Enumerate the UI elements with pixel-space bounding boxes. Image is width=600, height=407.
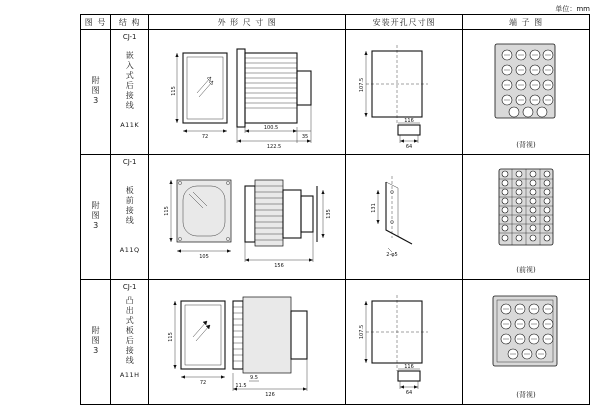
- terminal-diagram-1: [463, 30, 587, 138]
- terminal-diagram-2: [463, 155, 587, 263]
- cell-fig-no: [81, 155, 111, 280]
- svg-text:64: 64: [405, 390, 413, 396]
- terminal-view-label: (前视): [516, 266, 536, 274]
- svg-text:131: 131: [371, 203, 378, 213]
- fig-no-label: 附图3: [91, 325, 101, 357]
- svg-text:35: 35: [302, 134, 309, 140]
- svg-text:116: 116: [404, 364, 414, 370]
- svg-text:107.5: 107.5: [359, 77, 366, 93]
- structure-code-bottom: A11H: [119, 371, 140, 379]
- cell-outline-drawing: [149, 280, 346, 405]
- cell-terminal-drawing: [463, 30, 590, 155]
- header-outline-dims: 外 形 尺 寸 图: [149, 15, 346, 30]
- svg-text:122.5: 122.5: [267, 144, 282, 150]
- table-row: [81, 155, 590, 280]
- terminal-view-label: (背视): [516, 141, 536, 149]
- table-row: [81, 280, 590, 405]
- header-row: [81, 15, 590, 30]
- structure-name: 嵌入式后接线: [125, 51, 135, 111]
- svg-text:2-φ5: 2-φ5: [386, 252, 398, 258]
- header-terminal-diagram: 端 子 图: [463, 15, 590, 30]
- fig-no-label: 附图3: [91, 75, 101, 107]
- svg-text:116: 116: [404, 118, 414, 124]
- dimension-table: [80, 14, 590, 405]
- svg-text:9.5: 9.5: [250, 375, 259, 381]
- terminal-diagram-3: [463, 280, 587, 388]
- cell-terminal-drawing: [463, 155, 590, 280]
- mounting-drawing-2: [346, 156, 460, 278]
- mounting-drawing-3: [346, 281, 460, 403]
- svg-text:72: 72: [202, 134, 209, 140]
- cell-outline-drawing: [149, 155, 346, 280]
- svg-text:156: 156: [274, 263, 285, 269]
- mounting-drawing-1: [346, 31, 460, 153]
- cell-mounting-drawing: [346, 280, 463, 405]
- cell-terminal-drawing: [463, 280, 590, 405]
- fig-no-label: 附图3: [91, 200, 101, 232]
- svg-text:105: 105: [199, 254, 210, 260]
- svg-text:115: 115: [164, 206, 171, 216]
- structure-name: 板前接线: [125, 186, 135, 226]
- cell-fig-no: [81, 280, 111, 405]
- unit-note: 单位：mm: [555, 5, 590, 13]
- terminal-view-label: (背视): [516, 391, 536, 399]
- svg-text:11.5: 11.5: [235, 383, 247, 389]
- svg-text:135: 135: [326, 209, 333, 219]
- header-mounting-dims: 安装开孔尺寸图: [346, 15, 463, 30]
- structure-code-bottom: A11Q: [119, 246, 140, 254]
- svg-text:64: 64: [405, 144, 413, 150]
- structure-code-top: CJ-1: [122, 33, 137, 41]
- structure-code-bottom: A11K: [120, 121, 140, 129]
- svg-text:107.5: 107.5: [359, 324, 366, 340]
- outline-drawing-3: [149, 281, 343, 403]
- table-header: [81, 15, 590, 30]
- svg-text:115: 115: [168, 332, 175, 342]
- table-row: [81, 30, 590, 155]
- structure-code-top: CJ-1: [122, 158, 137, 166]
- structure-code-top: CJ-1: [122, 283, 137, 291]
- cell-fig-no: [81, 30, 111, 155]
- header-structure: 结 构: [111, 15, 149, 30]
- cell-mounting-drawing: [346, 30, 463, 155]
- svg-text:115: 115: [171, 86, 178, 96]
- cell-structure: [111, 280, 149, 405]
- cell-structure: [111, 30, 149, 155]
- svg-text:126: 126: [265, 392, 276, 398]
- outline-drawing-2: [149, 156, 343, 278]
- svg-text:100.5: 100.5: [264, 125, 279, 131]
- cell-outline-drawing: [149, 30, 346, 155]
- cell-structure: [111, 155, 149, 280]
- outline-drawing-1: [149, 31, 343, 153]
- svg-text:72: 72: [200, 380, 207, 386]
- cell-mounting-drawing: [346, 155, 463, 280]
- structure-name: 凸出式板后接线: [125, 296, 135, 366]
- header-fig-no: 图 号: [81, 15, 111, 30]
